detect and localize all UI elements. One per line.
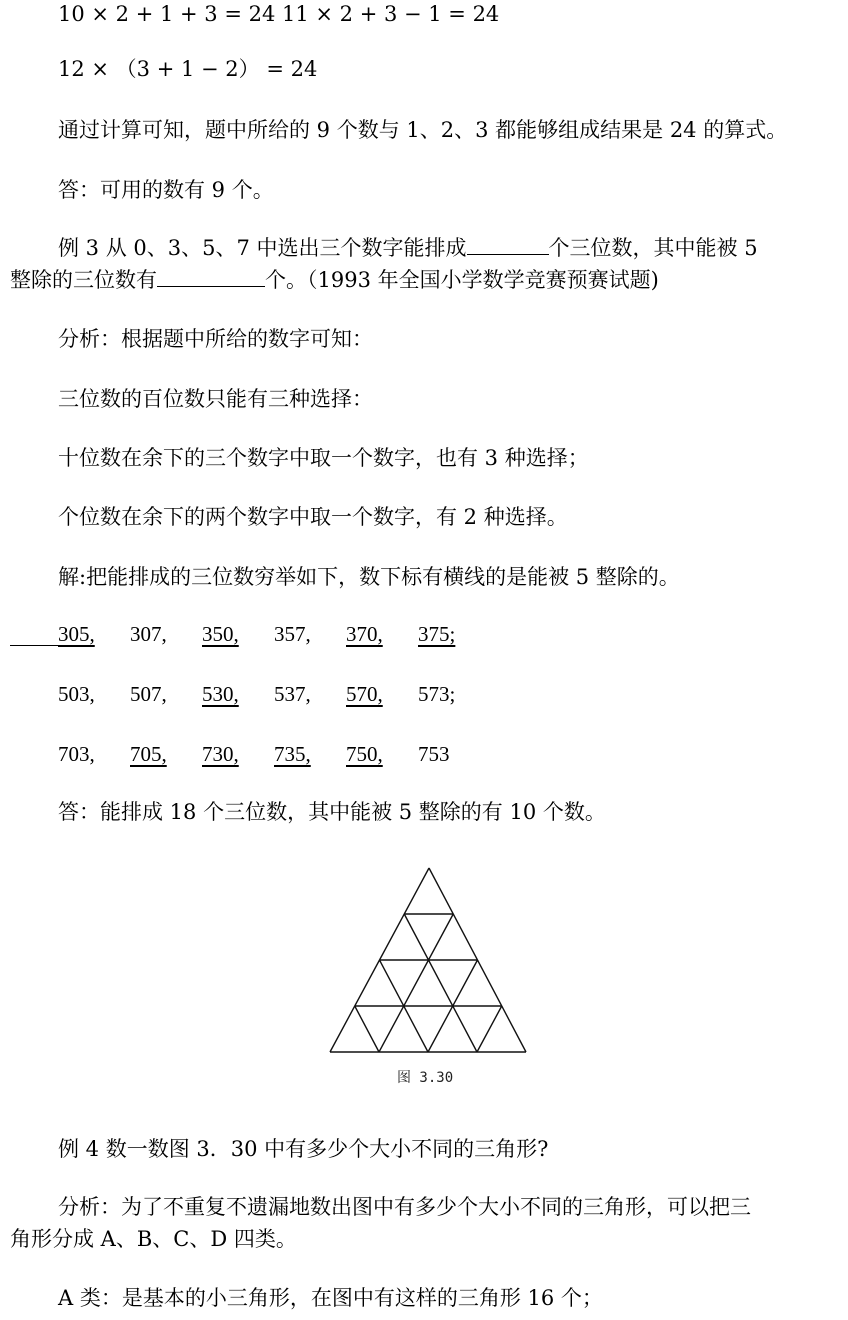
analysis-4-line-1: 分析：为了不重复不遗漏地数出图中有多少个大小不同的三角形，可以把三 (58, 1195, 751, 1219)
number-cell: 735, (274, 742, 311, 766)
example-3-text-d: 个。（1993 年全国小学数学竞赛预赛试题) (265, 268, 659, 292)
number-cell: 307, (130, 622, 167, 646)
figure-caption: 图 3.30 (397, 1070, 454, 1086)
analysis-4-line-2: 角形分成 A、B、C、D 四类。 (10, 1227, 297, 1251)
answer-line-1: 答：可用的数有 9 个。 (58, 178, 274, 202)
number-cell: 503, (58, 682, 95, 706)
triangle-figure (322, 860, 536, 1092)
answer-line-2: 答：能排成 18 个三位数，其中能被 5 整除的有 10 个数。 (58, 800, 606, 824)
number-cell: 357, (274, 622, 311, 646)
class-a-line: A 类：是基本的小三角形，在图中有这样的三角形 16 个； (58, 1286, 603, 1310)
analysis-line-2: 三位数的百位数只能有三种选择： (58, 387, 373, 411)
number-cell: 730, (202, 742, 239, 766)
number-cell: 750, (346, 742, 383, 766)
example-3-text-c: 整除的三位数有 (10, 268, 157, 292)
example-4-line: 例 4 数一数图 3．30 中有多少个大小不同的三角形? (58, 1137, 549, 1161)
solution-line: 解:把能排成的三位数穷举如下，数下标有横线的是能被 5 整除的。 (58, 565, 680, 589)
number-cell: 705, (130, 742, 167, 766)
number-cell: 507, (130, 682, 167, 706)
paragraph-conclusion: 通过计算可知，题中所给的 9 个数与 1、2、3 都能够组成结果是 24 的算式。 (58, 118, 788, 142)
number-cell: 573; (418, 682, 456, 706)
grid-line-diagonal (477, 1006, 502, 1052)
number-cell: 370, (346, 622, 383, 646)
number-cell: 305, (58, 622, 95, 646)
number-cell: 350, (202, 622, 239, 646)
equation-line-1: 10 × 2 + 1 + 3 = 24 11 × 2 + 3 − 1 = 24 (58, 2, 500, 26)
number-cell: 570, (346, 682, 383, 706)
number-cell: 703, (58, 742, 95, 766)
analysis-line-4: 个位数在余下的两个数字中取一个数字，有 2 种选择。 (58, 505, 568, 529)
example-3-text-a: 例 3 从 0、3、5、7 中选出三个数字能排成 (58, 236, 467, 260)
example-3-text-b: 个三位数，其中能被 5 (548, 236, 758, 260)
equation-line-2: 12 × （3 + 1 − 2） = 24 (58, 57, 318, 81)
grid-line-diagonal (355, 1006, 379, 1052)
number-cell: 530, (202, 682, 239, 706)
number-cell: 375; (418, 622, 456, 646)
analysis-line-1: 分析：根据题中所给的数字可知： (58, 327, 373, 351)
grid-line-diagonal (404, 914, 477, 1052)
triangle-grid-svg (322, 860, 536, 1060)
analysis-line-3: 十位数在余下的三个数字中取一个数字，也有 3 种选择； (58, 446, 589, 470)
number-cell: 753 (418, 742, 450, 766)
grid-line-diagonal (379, 914, 453, 1052)
number-cell: 537, (274, 682, 311, 706)
